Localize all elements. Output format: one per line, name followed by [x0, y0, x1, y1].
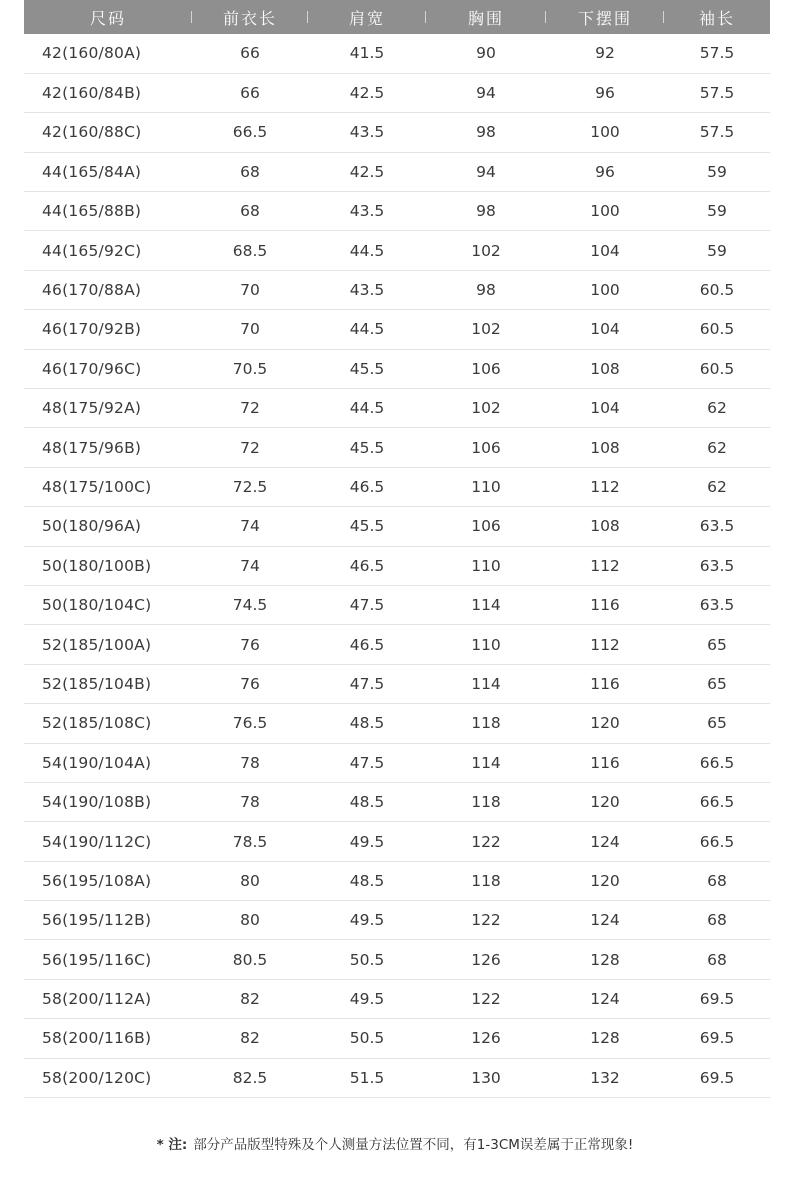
cell-chest: 102 — [426, 231, 546, 270]
table-row — [24, 979, 770, 1018]
size-chart — [24, 0, 770, 1098]
cell-chest: 98 — [426, 113, 546, 152]
cell-front-length: 80 — [192, 901, 308, 940]
cell-sleeve-length: 68 — [664, 940, 770, 979]
cell-chest: 106 — [426, 349, 546, 388]
cell-shoulder-width: 43.5 — [308, 192, 426, 231]
cell-sleeve-length: 66.5 — [664, 743, 770, 782]
table-row — [24, 822, 770, 861]
cell-shoulder-width: 49.5 — [308, 822, 426, 861]
header-label: 胸围 — [467, 8, 504, 28]
cell-size: 50(180/100B) — [24, 546, 192, 585]
footnote — [0, 1133, 790, 1153]
header-label: 肩宽 — [348, 8, 385, 28]
header-chest — [426, 0, 546, 34]
footnote-text: 部分产品版型特殊及个人测量方法位置不同，有1-3CM误差属于正常现象! — [193, 1137, 634, 1153]
cell-hem: 100 — [546, 270, 664, 309]
cell-front-length: 68 — [192, 192, 308, 231]
cell-shoulder-width: 44.5 — [308, 231, 426, 270]
cell-size: 58(200/116B) — [24, 1019, 192, 1058]
cell-front-length: 80.5 — [192, 940, 308, 979]
cell-sleeve-length: 57.5 — [664, 34, 770, 73]
table-row — [24, 231, 770, 270]
cell-sleeve-length: 68 — [664, 861, 770, 900]
cell-front-length: 66.5 — [192, 113, 308, 152]
cell-size: 42(160/84B) — [24, 73, 192, 112]
cell-hem: 120 — [546, 861, 664, 900]
table-row — [24, 585, 770, 624]
cell-chest: 90 — [426, 34, 546, 73]
cell-chest: 102 — [426, 310, 546, 349]
cell-chest: 126 — [426, 940, 546, 979]
cell-shoulder-width: 44.5 — [308, 389, 426, 428]
table-row — [24, 1019, 770, 1058]
cell-hem: 96 — [546, 152, 664, 191]
cell-sleeve-length: 62 — [664, 428, 770, 467]
cell-hem: 104 — [546, 389, 664, 428]
cell-chest: 110 — [426, 625, 546, 664]
header-hem — [546, 0, 664, 34]
cell-front-length: 82.5 — [192, 1058, 308, 1097]
cell-front-length: 82 — [192, 979, 308, 1018]
cell-front-length: 74 — [192, 546, 308, 585]
cell-shoulder-width: 45.5 — [308, 507, 426, 546]
cell-sleeve-length: 65 — [664, 704, 770, 743]
table-row — [24, 1058, 770, 1097]
cell-size: 44(165/92C) — [24, 231, 192, 270]
header-label: 前衣长 — [222, 8, 277, 28]
cell-hem: 104 — [546, 310, 664, 349]
cell-hem: 96 — [546, 73, 664, 112]
cell-chest: 118 — [426, 704, 546, 743]
cell-shoulder-width: 48.5 — [308, 704, 426, 743]
cell-shoulder-width: 46.5 — [308, 546, 426, 585]
table-row — [24, 73, 770, 112]
cell-hem: 108 — [546, 428, 664, 467]
cell-chest: 130 — [426, 1058, 546, 1097]
cell-front-length: 74.5 — [192, 585, 308, 624]
table-row — [24, 349, 770, 388]
table-row — [24, 940, 770, 979]
header-shoulder-width — [308, 0, 426, 34]
cell-sleeve-length: 66.5 — [664, 782, 770, 821]
table-row — [24, 270, 770, 309]
cell-shoulder-width: 50.5 — [308, 1019, 426, 1058]
cell-shoulder-width: 45.5 — [308, 428, 426, 467]
cell-hem: 128 — [546, 940, 664, 979]
cell-shoulder-width: 42.5 — [308, 152, 426, 191]
header-sleeve-length — [664, 0, 770, 34]
table-row — [24, 113, 770, 152]
cell-size: 58(200/120C) — [24, 1058, 192, 1097]
cell-sleeve-length: 62 — [664, 467, 770, 506]
cell-sleeve-length: 60.5 — [664, 270, 770, 309]
table-row — [24, 743, 770, 782]
cell-size: 42(160/88C) — [24, 113, 192, 152]
cell-front-length: 72 — [192, 389, 308, 428]
cell-sleeve-length: 59 — [664, 152, 770, 191]
table-row — [24, 389, 770, 428]
cell-size: 58(200/112A) — [24, 979, 192, 1018]
cell-sleeve-length: 59 — [664, 231, 770, 270]
cell-hem: 92 — [546, 34, 664, 73]
table-row — [24, 625, 770, 664]
cell-hem: 128 — [546, 1019, 664, 1058]
cell-chest: 122 — [426, 822, 546, 861]
cell-size: 44(165/84A) — [24, 152, 192, 191]
cell-front-length: 66 — [192, 73, 308, 112]
cell-size: 54(190/104A) — [24, 743, 192, 782]
cell-size: 56(195/116C) — [24, 940, 192, 979]
header-front-length — [192, 0, 308, 34]
header-label: 袖长 — [698, 8, 735, 28]
cell-front-length: 76 — [192, 664, 308, 703]
cell-sleeve-length: 69.5 — [664, 979, 770, 1018]
cell-size: 52(185/100A) — [24, 625, 192, 664]
cell-shoulder-width: 48.5 — [308, 782, 426, 821]
cell-size: 56(195/108A) — [24, 861, 192, 900]
cell-sleeve-length: 69.5 — [664, 1058, 770, 1097]
cell-shoulder-width: 50.5 — [308, 940, 426, 979]
cell-size: 42(160/80A) — [24, 34, 192, 73]
table-row — [24, 901, 770, 940]
cell-hem: 116 — [546, 743, 664, 782]
cell-chest: 122 — [426, 979, 546, 1018]
table-row — [24, 782, 770, 821]
cell-front-length: 78 — [192, 782, 308, 821]
cell-size: 54(190/108B) — [24, 782, 192, 821]
cell-shoulder-width: 47.5 — [308, 743, 426, 782]
cell-front-length: 70 — [192, 270, 308, 309]
cell-shoulder-width: 47.5 — [308, 585, 426, 624]
cell-chest: 94 — [426, 73, 546, 112]
cell-size: 48(175/100C) — [24, 467, 192, 506]
cell-sleeve-length: 60.5 — [664, 349, 770, 388]
cell-chest: 98 — [426, 192, 546, 231]
table-row — [24, 34, 770, 73]
cell-shoulder-width: 42.5 — [308, 73, 426, 112]
cell-front-length: 76.5 — [192, 704, 308, 743]
cell-size: 56(195/112B) — [24, 901, 192, 940]
cell-size: 46(170/92B) — [24, 310, 192, 349]
cell-sleeve-length: 69.5 — [664, 1019, 770, 1058]
cell-shoulder-width: 43.5 — [308, 270, 426, 309]
cell-sleeve-length: 63.5 — [664, 507, 770, 546]
cell-chest: 106 — [426, 428, 546, 467]
table-row — [24, 467, 770, 506]
cell-front-length: 72 — [192, 428, 308, 467]
table-row — [24, 428, 770, 467]
cell-sleeve-length: 68 — [664, 901, 770, 940]
cell-sleeve-length: 60.5 — [664, 310, 770, 349]
cell-chest: 114 — [426, 743, 546, 782]
cell-size: 46(170/96C) — [24, 349, 192, 388]
cell-chest: 110 — [426, 467, 546, 506]
cell-size: 52(185/108C) — [24, 704, 192, 743]
table-row — [24, 192, 770, 231]
cell-front-length: 78 — [192, 743, 308, 782]
size-table — [24, 0, 770, 1098]
cell-sleeve-length: 63.5 — [664, 546, 770, 585]
cell-sleeve-length: 65 — [664, 625, 770, 664]
cell-front-length: 80 — [192, 861, 308, 900]
cell-front-length: 82 — [192, 1019, 308, 1058]
table-row — [24, 152, 770, 191]
cell-size: 50(180/96A) — [24, 507, 192, 546]
cell-shoulder-width: 48.5 — [308, 861, 426, 900]
cell-sleeve-length: 57.5 — [664, 113, 770, 152]
cell-shoulder-width: 47.5 — [308, 664, 426, 703]
table-row — [24, 310, 770, 349]
cell-sleeve-length: 57.5 — [664, 73, 770, 112]
cell-hem: 124 — [546, 901, 664, 940]
footnote-mark: * 注: — [156, 1137, 188, 1153]
cell-shoulder-width: 45.5 — [308, 349, 426, 388]
cell-size: 44(165/88B) — [24, 192, 192, 231]
table-row — [24, 704, 770, 743]
cell-front-length: 70.5 — [192, 349, 308, 388]
cell-size: 48(175/92A) — [24, 389, 192, 428]
cell-size: 48(175/96B) — [24, 428, 192, 467]
cell-sleeve-length: 63.5 — [664, 585, 770, 624]
cell-front-length: 76 — [192, 625, 308, 664]
cell-chest: 118 — [426, 782, 546, 821]
cell-size: 54(190/112C) — [24, 822, 192, 861]
cell-shoulder-width: 49.5 — [308, 901, 426, 940]
cell-front-length: 70 — [192, 310, 308, 349]
cell-size: 46(170/88A) — [24, 270, 192, 309]
cell-front-length: 74 — [192, 507, 308, 546]
table-header — [24, 0, 770, 34]
cell-sleeve-length: 65 — [664, 664, 770, 703]
cell-hem: 124 — [546, 979, 664, 1018]
cell-chest: 110 — [426, 546, 546, 585]
cell-chest: 122 — [426, 901, 546, 940]
cell-front-length: 66 — [192, 34, 308, 73]
cell-shoulder-width: 51.5 — [308, 1058, 426, 1097]
cell-chest: 106 — [426, 507, 546, 546]
header-size — [24, 0, 192, 34]
cell-front-length: 72.5 — [192, 467, 308, 506]
cell-shoulder-width: 46.5 — [308, 625, 426, 664]
cell-hem: 116 — [546, 585, 664, 624]
table-row — [24, 546, 770, 585]
table-row — [24, 861, 770, 900]
cell-shoulder-width: 41.5 — [308, 34, 426, 73]
cell-front-length: 68 — [192, 152, 308, 191]
cell-hem: 100 — [546, 113, 664, 152]
header-row — [24, 0, 770, 34]
table-row — [24, 664, 770, 703]
cell-front-length: 68.5 — [192, 231, 308, 270]
table-body — [24, 34, 770, 1098]
cell-chest: 118 — [426, 861, 546, 900]
cell-hem: 112 — [546, 546, 664, 585]
cell-front-length: 78.5 — [192, 822, 308, 861]
cell-shoulder-width: 44.5 — [308, 310, 426, 349]
header-label: 下摆围 — [577, 8, 632, 28]
cell-chest: 102 — [426, 389, 546, 428]
cell-chest: 114 — [426, 585, 546, 624]
cell-hem: 120 — [546, 782, 664, 821]
cell-chest: 98 — [426, 270, 546, 309]
cell-size: 50(180/104C) — [24, 585, 192, 624]
cell-hem: 120 — [546, 704, 664, 743]
cell-hem: 112 — [546, 625, 664, 664]
cell-hem: 116 — [546, 664, 664, 703]
cell-hem: 112 — [546, 467, 664, 506]
table-row — [24, 507, 770, 546]
cell-size: 52(185/104B) — [24, 664, 192, 703]
cell-sleeve-length: 62 — [664, 389, 770, 428]
cell-shoulder-width: 46.5 — [308, 467, 426, 506]
cell-hem: 104 — [546, 231, 664, 270]
cell-sleeve-length: 66.5 — [664, 822, 770, 861]
cell-sleeve-length: 59 — [664, 192, 770, 231]
header-label: 尺码 — [89, 8, 126, 28]
cell-chest: 114 — [426, 664, 546, 703]
cell-shoulder-width: 43.5 — [308, 113, 426, 152]
cell-hem: 132 — [546, 1058, 664, 1097]
cell-hem: 100 — [546, 192, 664, 231]
cell-chest: 94 — [426, 152, 546, 191]
cell-hem: 108 — [546, 349, 664, 388]
cell-hem: 124 — [546, 822, 664, 861]
cell-chest: 126 — [426, 1019, 546, 1058]
cell-hem: 108 — [546, 507, 664, 546]
cell-shoulder-width: 49.5 — [308, 979, 426, 1018]
